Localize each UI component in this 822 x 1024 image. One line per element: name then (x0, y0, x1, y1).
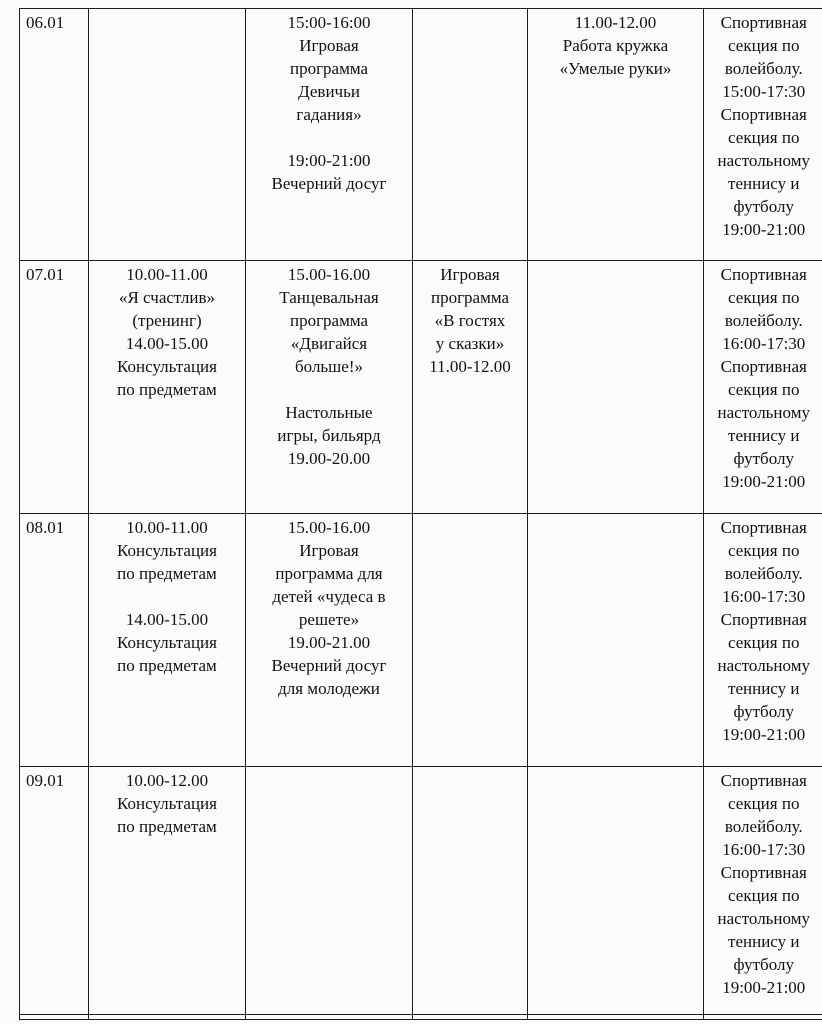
cell-text-line: по предметам (117, 380, 217, 399)
date-cell: 07.01 (20, 261, 89, 514)
line-gap (249, 378, 409, 401)
morning-events-cell (89, 261, 246, 514)
cell-text-line: Консультация (117, 357, 217, 376)
cell-text-line: Спортивная (720, 105, 807, 124)
line-gap (92, 585, 242, 608)
cell-text-line: настольному (717, 151, 810, 170)
cell-text-line: настольному (717, 403, 810, 422)
cell-text-line: по предметам (117, 564, 217, 583)
sport-sections-cell (704, 261, 822, 514)
children-events-cell (413, 261, 528, 514)
cell-text-line: 19.00-21.00 (287, 633, 371, 652)
cell-text-line: (тренинг) (132, 311, 202, 330)
morning-events-cell (89, 514, 246, 767)
cell-text-line: Спортивная (720, 771, 807, 790)
cell-text-line: 16:00-17:30 (722, 334, 806, 353)
schedule-table (19, 8, 822, 1020)
cell-text-line: Игровая (299, 36, 359, 55)
children-events-cell (413, 9, 528, 261)
cell-text-line: секция по (728, 36, 800, 55)
cell-text-line: Девичьи (298, 82, 360, 101)
cell-text-line: программа (430, 288, 510, 307)
cell-text-line: настольному (717, 656, 810, 675)
cell-text-line: у сказки» (435, 334, 505, 353)
cell-text-line: теннису и (728, 679, 800, 698)
cell-text-line: секция по (728, 541, 800, 560)
cell-text-line: программа (289, 59, 369, 78)
cell-text-line: секция по (728, 794, 800, 813)
cell-text-line: футболу (733, 449, 794, 468)
cell-text-line: секция по (728, 886, 800, 905)
cell-text-line: Вечерний досуг (271, 174, 387, 193)
cell-text-line: для молодежи (278, 679, 380, 698)
cell-text-line: 15.00-16.00 (287, 518, 371, 537)
sport-sections-cell (704, 9, 822, 261)
morning-events-cell (89, 9, 246, 261)
cell-text-line: гадания» (296, 105, 362, 124)
cell-text-line: «Двигайся (290, 334, 368, 353)
cell-text-line: 15.00-16.00 (287, 265, 371, 284)
cell-text-line: 19:00-21:00 (287, 151, 371, 170)
cell-text-line: «Умелые руки» (559, 59, 672, 78)
afternoon-events-cell (246, 767, 413, 1020)
cell-text-line: детей «чудеса в (272, 587, 386, 606)
cell-text-line: «В гостях (434, 311, 506, 330)
cell-text-line: 15:00-17:30 (722, 82, 806, 101)
date-cell: 08.01 (20, 514, 89, 767)
club-events-cell (528, 514, 704, 767)
cell-text-line: 10.00-11.00 (126, 265, 208, 284)
cell-text-line: 19:00-21:00 (722, 472, 806, 491)
cell-text-line: игры, бильярд (277, 426, 381, 445)
cell-text-line: программа для (275, 564, 383, 583)
morning-events-cell (89, 767, 246, 1020)
sport-sections-cell (704, 514, 822, 767)
children-events-cell (413, 767, 528, 1020)
cell-text-line: решете» (298, 610, 360, 629)
club-events-cell (528, 767, 704, 1020)
cell-text-line: Спортивная (720, 13, 807, 32)
line-gap (249, 126, 409, 149)
children-events-cell (413, 514, 528, 767)
date-cell: 06.01 (20, 9, 89, 261)
afternoon-events-cell (246, 514, 413, 767)
cell-text-line: волейболу. (724, 564, 803, 583)
cell-text-line: волейболу. (724, 311, 803, 330)
cell-text-line: Консультация (117, 541, 217, 560)
cell-text-line: Игровая (299, 541, 359, 560)
cell-text-line: Вечерний досуг (271, 656, 387, 675)
cell-text-line: программа (289, 311, 369, 330)
cell-text-line: 11.00-12.00 (429, 357, 511, 376)
cell-text-line: футболу (733, 702, 794, 721)
cell-text-line: волейболу. (724, 817, 803, 836)
cell-text-line: настольному (717, 909, 810, 928)
afternoon-events-cell (246, 9, 413, 261)
club-events-cell (528, 9, 704, 261)
cell-text-line: «Я счастлив» (118, 288, 216, 307)
cell-text-line: 15:00-16:00 (287, 13, 371, 32)
table-row (20, 514, 822, 767)
cell-text-line: Консультация (117, 633, 217, 652)
cell-text-line: по предметам (117, 817, 217, 836)
cell-text-line: Игровая (440, 265, 500, 284)
cell-text-line: секция по (728, 380, 800, 399)
cell-text-line: волейболу. (724, 59, 803, 78)
cell-text-line: Спортивная (720, 518, 807, 537)
cell-text-line: футболу (733, 197, 794, 216)
cell-text-line: секция по (728, 128, 800, 147)
cell-text-line: секция по (728, 633, 800, 652)
cell-text-line: футболу (733, 955, 794, 974)
cell-text-line: теннису и (728, 932, 800, 951)
cell-text-line: по предметам (117, 656, 217, 675)
cell-text-line: 19:00-21:00 (722, 978, 806, 997)
afternoon-events-cell (246, 261, 413, 514)
cell-text-line: 19.00-20.00 (287, 449, 371, 468)
cell-text-line: 10.00-12.00 (125, 771, 209, 790)
cell-text-line: 14.00-15.00 (125, 334, 209, 353)
sport-sections-cell (704, 767, 822, 1020)
cell-text-line: 11.00-12.00 (574, 13, 657, 32)
cell-text-line: 16:00-17:30 (722, 587, 806, 606)
date-cell: 09.01 (20, 767, 89, 1020)
cell-text-line: Спортивная (720, 265, 807, 284)
cell-text-line: 14.00-15.00 (125, 610, 209, 629)
cell-text-line: 19:00-21:00 (722, 220, 806, 239)
cell-text-line: Консультация (117, 794, 217, 813)
cell-text-line: теннису и (728, 426, 800, 445)
cell-text-line: Танцевальная (279, 288, 379, 307)
cell-text-line: Работа кружка (562, 36, 669, 55)
cell-text-line: секция по (728, 288, 800, 307)
cell-text-line: 10.00-11.00 (126, 518, 208, 537)
club-events-cell (528, 261, 704, 514)
cell-text-line: 19:00-21:00 (722, 725, 806, 744)
table-row (20, 9, 822, 261)
cell-text-line: больше!» (295, 357, 363, 376)
cell-text-line: Спортивная (720, 357, 807, 376)
table-bottom-rule (19, 1014, 822, 1015)
cell-text-line: Настольные (285, 403, 373, 422)
cell-text-line: Спортивная (720, 610, 807, 629)
table-row (20, 767, 822, 1020)
cell-text-line: Спортивная (720, 863, 807, 882)
table-row (20, 261, 822, 514)
cell-text-line: 16:00-17:30 (722, 840, 806, 859)
cell-text-line: теннису и (728, 174, 800, 193)
